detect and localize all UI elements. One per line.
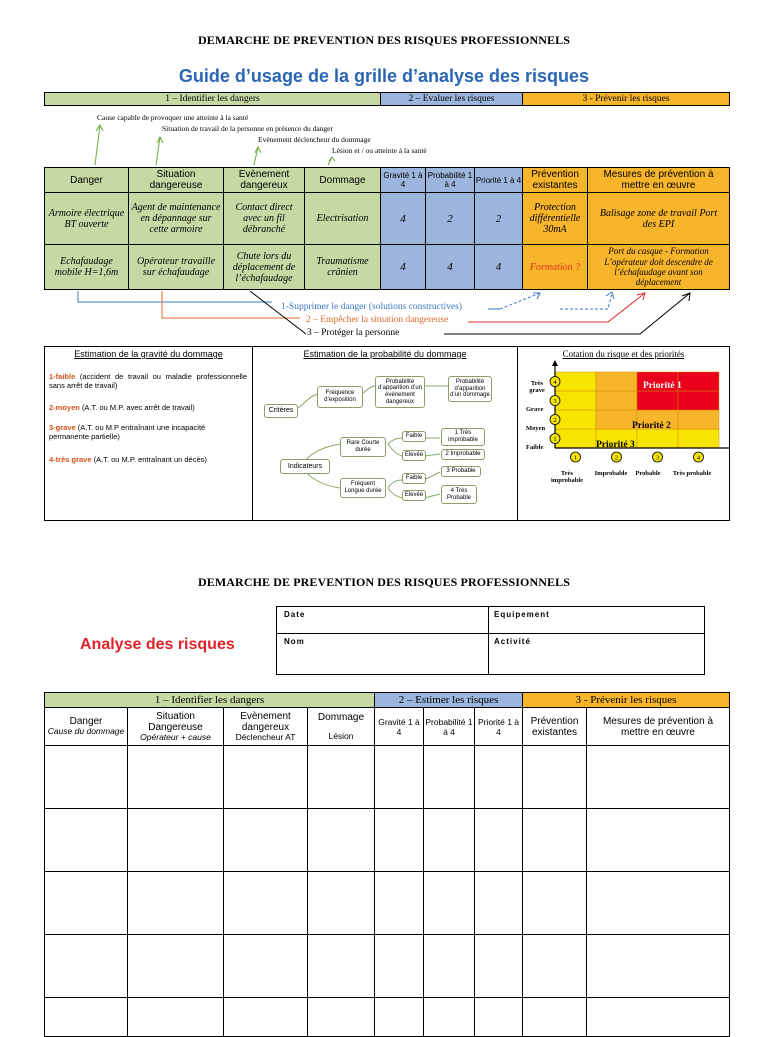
row2-probability: 4	[425, 244, 475, 290]
grid-cell[interactable]	[307, 997, 375, 1037]
matrix-cell	[596, 410, 637, 429]
grid-cell[interactable]	[374, 997, 424, 1037]
matrix-cell	[555, 410, 596, 429]
gravity-label-3: 3-grave	[49, 423, 76, 432]
section-identify: 1 – Identifier les dangers	[44, 92, 381, 106]
grid-cell[interactable]	[307, 745, 375, 809]
matrix-y-marker	[550, 415, 560, 425]
row2-danger: Echafaudage mobile H=1,6m	[44, 244, 129, 290]
grid-cell[interactable]	[44, 871, 128, 935]
grid-cell[interactable]	[307, 808, 375, 872]
row2-measures: Port du casque - Formation L’opérateur doit descendre de l’échafaudage avant son déplacement	[587, 244, 730, 290]
grid-cell[interactable]	[423, 934, 475, 998]
grid-cell[interactable]	[374, 934, 424, 998]
grid-cell[interactable]	[44, 745, 128, 809]
p2-header-danger-sub: Cause du dommage	[47, 726, 125, 737]
field-equipment[interactable]: Equipement	[494, 610, 550, 619]
mindmap-criteres: Critères	[264, 404, 298, 418]
gravity-text-4: (A.T. ou M.P. entraînant un décès)	[93, 455, 207, 464]
row1-situation: Agent de maintenance en dépannage sur cette armoire	[128, 192, 224, 245]
mindmap-faible-1: Faible	[402, 431, 426, 442]
matrix-cell	[555, 391, 596, 410]
matrix-y-label-2: Grave	[526, 406, 544, 413]
grid-cell[interactable]	[474, 745, 523, 809]
row1-gravity: 4	[380, 192, 426, 245]
matrix-cell	[596, 372, 637, 391]
matrix-cell	[637, 391, 678, 410]
grid-cell[interactable]	[374, 745, 424, 809]
grid-cell[interactable]	[223, 808, 308, 872]
field-date[interactable]: Date	[284, 610, 306, 619]
header-probability: Probabilité 1 à 4	[425, 167, 475, 193]
matrix-cell	[678, 410, 719, 429]
mindmap-prob-damage: Probabilité d’apparition d’un dommage	[448, 376, 492, 402]
grid-cell[interactable]	[423, 871, 475, 935]
matrix-x-label-4: Très probable	[672, 470, 712, 477]
gravity-item-2	[49, 403, 247, 412]
grid-cell[interactable]	[223, 997, 308, 1037]
gravity-text-3: (A.T. ou M.P entraînant une incapacité permanente partielle)	[49, 423, 206, 442]
matrix-cell	[678, 391, 719, 410]
row2-damage: Traumatisme crânien	[304, 244, 381, 290]
grid-cell[interactable]	[307, 871, 375, 935]
header-damage: Dommage	[304, 167, 381, 193]
matrix-cell	[637, 429, 678, 448]
annotation-danger: Cause capable de provoquer une atteinte à la santé	[97, 113, 249, 122]
header-measures: Mesures de prévention à mettre en œuvre	[587, 167, 730, 193]
mindmap-elevee-1: Elevée	[402, 450, 426, 461]
strategy-2: 2 – Empêcher la situation dangereuse	[306, 315, 449, 325]
gravity-item-4	[49, 455, 247, 464]
matrix-cell	[555, 372, 596, 391]
svg-text:1: 1	[573, 454, 578, 462]
grid-cell[interactable]	[586, 871, 730, 935]
mindmap-result-3: 3 Probable	[441, 466, 481, 477]
grid-cell[interactable]	[44, 997, 128, 1037]
grid-cell[interactable]	[374, 808, 424, 872]
matrix-y-arrow	[552, 360, 558, 366]
matrix-y-marker	[550, 434, 560, 444]
field-name[interactable]: Nom	[284, 637, 305, 646]
p2-header-danger-main: Danger	[69, 716, 103, 728]
p2-header-priority: Priorité 1 à 4	[474, 707, 523, 746]
analysis-title: Analyse des risques	[80, 636, 235, 653]
grid-cell[interactable]	[586, 934, 730, 998]
svg-text:2: 2	[553, 417, 557, 424]
grid-cell[interactable]	[307, 934, 375, 998]
row2-situation: Opérateur travaille sur échafaudage	[128, 244, 224, 290]
grid-cell[interactable]	[586, 997, 730, 1037]
row1-danger: Armoire électrique BT ouverte	[44, 192, 129, 245]
grid-cell[interactable]	[127, 934, 224, 998]
gravity-text-1: (accident de travail ou maladie professionnelle sans arrêt de travail)	[49, 372, 247, 391]
mindmap-elevee-2: Elevée	[402, 490, 426, 501]
mindmap-rare: Rare Courte durée	[340, 437, 386, 457]
header-situation: Situation dangereuse	[128, 167, 224, 193]
gravity-item-1	[49, 372, 247, 391]
strategy-arrows	[0, 0, 768, 345]
info-divider-h	[276, 633, 705, 634]
row1-existing-prevention: Protection différentielle 30mA	[522, 192, 588, 245]
row1-probability: 2	[425, 192, 475, 245]
info-divider-v	[488, 606, 489, 675]
grid-cell[interactable]	[522, 808, 587, 872]
grid-cell[interactable]	[586, 808, 730, 872]
grid-cell[interactable]	[127, 745, 224, 809]
p2-section-prevent: 3 - Prévenir les risques	[522, 692, 730, 708]
row2-priority: 4	[474, 244, 523, 290]
field-activity[interactable]: Activité	[494, 637, 531, 646]
p2-header-event-main: Evènement dangereux	[240, 710, 291, 733]
p2-header-situation	[127, 707, 224, 746]
p2-header-situation-main: Situation Dangereuse	[148, 710, 203, 733]
p2-header-probability: Probabilité 1 à 4	[423, 707, 475, 746]
gravity-label-1: 1-faible	[49, 372, 76, 381]
mindmap-faible-2: Faible	[402, 473, 426, 484]
probability-title: Estimation de la probabilité du dommage	[303, 349, 467, 359]
p2-header-danger	[44, 707, 128, 746]
svg-text:4: 4	[553, 379, 557, 386]
p2-header-existing-prevention: Prévention existantes	[522, 707, 587, 746]
p2-header-measures: Mesures de prévention à mettre en œuvre	[586, 707, 730, 746]
risk-matrix	[517, 346, 730, 521]
svg-text:4: 4	[696, 454, 701, 462]
row2-existing-prevention: Formation ?	[522, 244, 588, 290]
p2-header-damage	[307, 707, 375, 746]
page1-heading: DEMARCHE DE PREVENTION DES RISQUES PROFESSIONNELS	[198, 33, 570, 47]
matrix-x-marker	[653, 452, 663, 462]
grid-cell[interactable]	[127, 997, 224, 1037]
row1-measures: Balisage zone de travail Port des EPI	[587, 192, 730, 245]
grid-cell[interactable]	[223, 871, 308, 935]
mindmap-result-2: 2 Improbable	[441, 449, 485, 460]
mindmap-indicateurs: Indicateurs	[280, 459, 330, 474]
matrix-x-label-2: Improbable	[594, 470, 628, 477]
grid-cell[interactable]	[474, 808, 523, 872]
svg-text:3: 3	[655, 454, 660, 462]
section-prevent: 3 - Prévenir les risques	[522, 92, 730, 106]
matrix-priority-3: Priorité 3	[596, 440, 635, 450]
guide-title: Guide d’usage de la grille d’analyse des risques	[178, 66, 590, 86]
grid-cell[interactable]	[474, 871, 523, 935]
info-form	[276, 606, 705, 675]
annotation-situation: Situation de travail de la personne en présence du danger	[162, 124, 333, 133]
matrix-x-label-3: Probable	[635, 470, 661, 477]
matrix-y-label-4: Faible	[526, 444, 544, 451]
grid-cell[interactable]	[474, 934, 523, 998]
p2-header-damage-main: Dommage	[317, 712, 365, 723]
strategy-3: 3 – Protéger la personne	[307, 328, 400, 338]
grid-cell[interactable]	[586, 745, 730, 809]
grid-cell[interactable]	[522, 934, 587, 998]
p2-header-damage-sub: Lésion	[328, 731, 354, 741]
mindmap-result-4: 4 Très Probable	[441, 485, 477, 504]
matrix-x-marker	[612, 452, 622, 462]
mindmap-frequent: Fréquent Longue durée	[340, 478, 386, 498]
p2-section-identify: 1 – Identifier les dangers	[44, 692, 375, 708]
matrix-cell	[596, 391, 637, 410]
matrix-priority-1: Priorité 1	[643, 381, 682, 391]
matrix-y-marker	[550, 377, 560, 387]
gravity-item-3	[49, 423, 247, 442]
grid-cell[interactable]	[127, 871, 224, 935]
row1-priority: 2	[474, 192, 523, 245]
matrix-x-marker	[571, 452, 581, 462]
p2-header-gravity: Gravité 1 à 4	[374, 707, 424, 746]
grid-cell[interactable]	[522, 997, 587, 1037]
grid-cell[interactable]	[423, 808, 475, 872]
section-evaluate: 2 – Evaluer les risques	[380, 92, 523, 106]
header-danger: Danger	[44, 167, 129, 193]
grid-cell[interactable]	[474, 997, 523, 1037]
grid-cell[interactable]	[44, 934, 128, 998]
svg-text:1: 1	[553, 436, 557, 443]
p2-header-event-sub: Déclencheur AT	[235, 731, 296, 742]
gravity-label-2: 2-moyen	[49, 403, 80, 412]
grid-cell[interactable]	[44, 808, 128, 872]
header-gravity: Gravité 1 à 4	[380, 167, 426, 193]
matrix-cell	[555, 429, 596, 448]
gravity-title: Estimation de la gravité du dommage	[74, 349, 223, 359]
annotation-event: Evénement déclencheur du dommage	[258, 135, 371, 144]
grid-cell[interactable]	[522, 745, 587, 809]
row1-event: Contact direct avec un fil débranché	[223, 192, 305, 245]
mindmap-prob-event: Probabilité d’apparition d’un évènement dangereux	[375, 376, 425, 408]
header-existing-prevention: Prévention existantes	[522, 167, 588, 193]
matrix-y-label-1: Très grave	[529, 380, 545, 395]
gravity-label-4: 4-très grave	[49, 455, 92, 464]
grid-cell[interactable]	[522, 871, 587, 935]
grid-cell[interactable]	[423, 997, 475, 1037]
matrix-cell	[678, 429, 719, 448]
grid-cell[interactable]	[223, 745, 308, 809]
gravity-text-2: (A.T. ou M.P. avec arrêt de travail)	[81, 403, 195, 412]
svg-text:3: 3	[553, 398, 557, 405]
mindmap-frequence: Fréquence d’exposition	[317, 386, 363, 408]
svg-text:2: 2	[614, 454, 619, 462]
matrix-title: Cotation du risque et des priorités	[562, 349, 685, 359]
matrix-x-label-1: Très improbable	[550, 470, 584, 485]
strategy-1: 1-Supprimer le danger (solutions constructives)	[281, 302, 462, 312]
mindmap-result-1: 1 Très improbable	[441, 428, 485, 446]
p2-header-situation-sub: Opérateur + cause	[140, 731, 211, 742]
matrix-priority-2: Priorité 2	[632, 421, 671, 431]
matrix-y-marker	[550, 396, 560, 406]
header-event: Evènement dangereux	[223, 167, 305, 193]
grid-cell[interactable]	[127, 808, 224, 872]
matrix-cell	[678, 372, 719, 391]
p2-section-estimate: 2 – Estimer les risques	[374, 692, 523, 708]
row2-event: Chute lors du déplacement de l’échafaudage	[223, 244, 305, 290]
grid-cell[interactable]	[423, 745, 475, 809]
annotation-damage: Lésion et / ou atteinte à la santé	[332, 146, 427, 155]
header-priority: Priorité 1 à 4	[474, 167, 523, 193]
grid-cell[interactable]	[223, 934, 308, 998]
grid-cell[interactable]	[374, 871, 424, 935]
matrix-y-label-3: Moyen	[526, 425, 546, 432]
row2-gravity: 4	[380, 244, 426, 290]
p2-header-event	[223, 707, 308, 746]
matrix-x-marker	[694, 452, 704, 462]
page2-heading: DEMARCHE DE PREVENTION DES RISQUES PROFESSIONNELS	[198, 575, 570, 589]
row1-damage: Electrisation	[304, 192, 381, 245]
